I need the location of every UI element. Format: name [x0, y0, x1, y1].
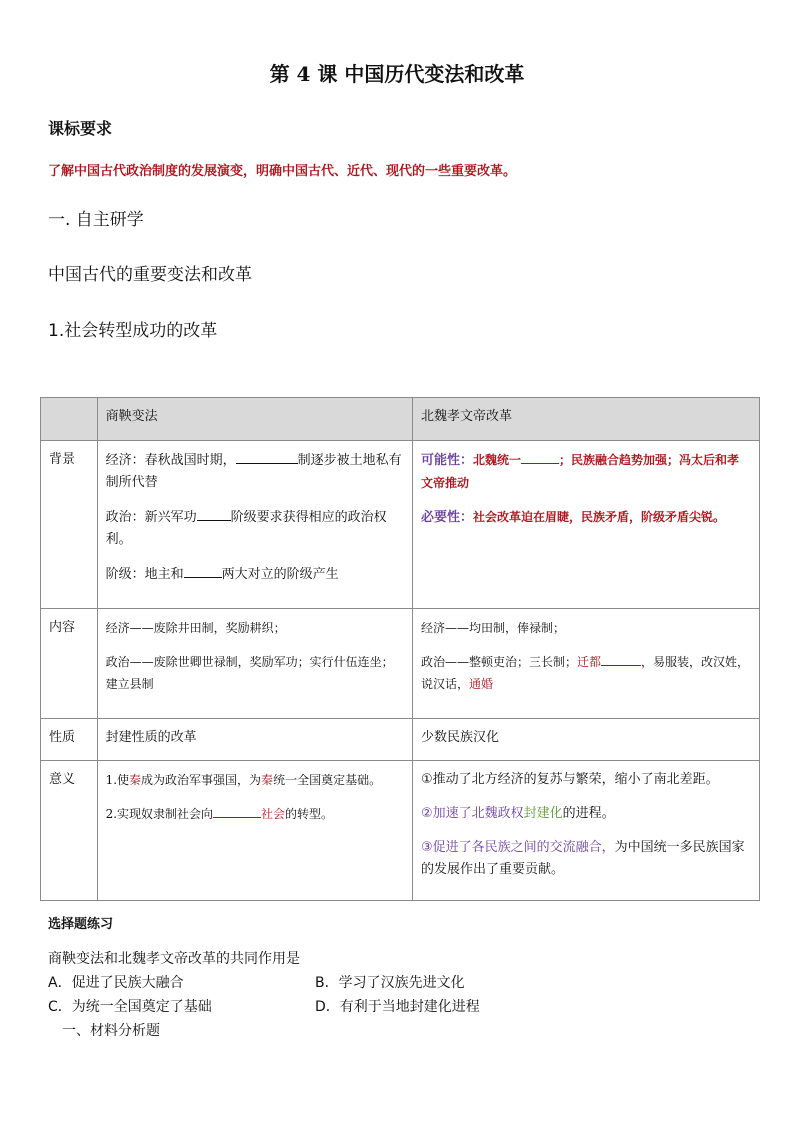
question-text: 商鞅变法和北魏孝文帝改革的共同作用是	[48, 951, 300, 967]
shang-sig-2: 2.实现奴隶制社会向 社会的转型。	[106, 803, 404, 825]
table-row-nature	[41, 719, 760, 761]
table-row-background	[41, 441, 760, 609]
requirements-text: 了解中国古代政治制度的发展演变，明确中国古代、近代、现代的一些重要改革。	[48, 164, 517, 179]
cell-wei-significance	[413, 761, 760, 901]
shang-content-econ: 经济——废除井田制，奖励耕织；	[105, 621, 286, 635]
row-label-content: 内容	[41, 609, 98, 719]
requirements-heading: 课标要求	[48, 119, 113, 138]
header-cell-empty	[41, 398, 98, 441]
option-b[interactable]: B．学习了汉族先进文化	[315, 975, 465, 991]
fill-blank[interactable]	[601, 651, 641, 666]
wei-necessary-text: 必要性：社会改革迫在眉睫，民族矛盾，阶级矛盾尖锐。	[421, 510, 726, 525]
cell-shang-content	[97, 609, 412, 719]
option-c[interactable]: C．为统一全国奠定了基础	[48, 999, 212, 1015]
row-label-nature: 性质	[41, 719, 98, 761]
item-heading: 1.社会转型成功的改革	[48, 321, 218, 341]
row-label-background: 背景	[41, 441, 98, 609]
subsection-heading: 中国古代的重要变法和改革	[48, 265, 252, 285]
option-a[interactable]: A．促进了民族大融合	[48, 975, 184, 991]
fill-blank[interactable]	[184, 563, 222, 578]
shang-content-pol: 政治——废除世卿世禄制，奖励军功；实行什伍连坐；建立县制	[105, 655, 394, 691]
shang-econ-text: 经济：春秋战国时期， 制逐步被土地私有制所代替	[106, 449, 404, 494]
reform-comparison-table	[40, 397, 760, 901]
wei-sig-1: ①推动了北方经济的复苏与繁荣，缩小了南北差距。	[421, 772, 719, 787]
material-heading: 一、材料分析题	[62, 1023, 160, 1039]
page-title: 第 4 课 中国历代变法和改革	[269, 62, 525, 86]
cell-wei-content	[413, 609, 760, 719]
option-d[interactable]: D．有利于当地封建化进程	[315, 999, 480, 1015]
shang-sig-1: 1.使秦成为政治军事强国，为秦统一全国奠定基础。	[105, 773, 382, 787]
fill-blank[interactable]	[197, 506, 231, 521]
cell-shang-significance	[97, 761, 412, 901]
table-row-content	[41, 609, 760, 719]
shang-class-text: 阶级：地主和 两大对立的阶级产生	[106, 563, 404, 586]
section-heading: 一. 自主研学	[48, 210, 144, 230]
wei-content-pol: 政治——整顿吏治；三长制；迁都 ，易服装，改汉姓，说汉话，通婚	[421, 651, 751, 695]
shang-pol-text: 政治：新兴军功 阶级要求获得相应的政治权利。	[106, 506, 404, 551]
wei-sig-3: ③促进了各民族之间的交流融合，为中国统一多民族国家的发展作出了重要贡献。	[421, 840, 745, 877]
header-cell-wei: 北魏孝文帝改革	[413, 398, 760, 441]
wei-content-econ: 经济——均田制，俸禄制；	[421, 621, 566, 635]
cell-shang-background	[97, 441, 412, 609]
fill-blank[interactable]	[236, 449, 298, 464]
row-label-significance: 意义	[41, 761, 98, 901]
practice-heading: 选择题练习	[48, 917, 114, 932]
fill-blank[interactable]	[521, 449, 559, 464]
table-header-row	[41, 398, 760, 441]
cell-shang-nature: 封建性质的改革	[97, 719, 412, 761]
fill-blank[interactable]	[213, 803, 261, 818]
cell-wei-nature: 少数民族汉化	[413, 719, 760, 761]
table-row-significance	[41, 761, 760, 901]
wei-possible-text: 可能性：北魏统一 ；民族融合趋势加强；冯太后和孝文帝推动	[421, 449, 751, 494]
header-cell-shang: 商鞅变法	[97, 398, 412, 441]
cell-wei-background	[413, 441, 760, 609]
wei-sig-2: ②加速了北魏政权封建化的进程。	[421, 806, 615, 821]
